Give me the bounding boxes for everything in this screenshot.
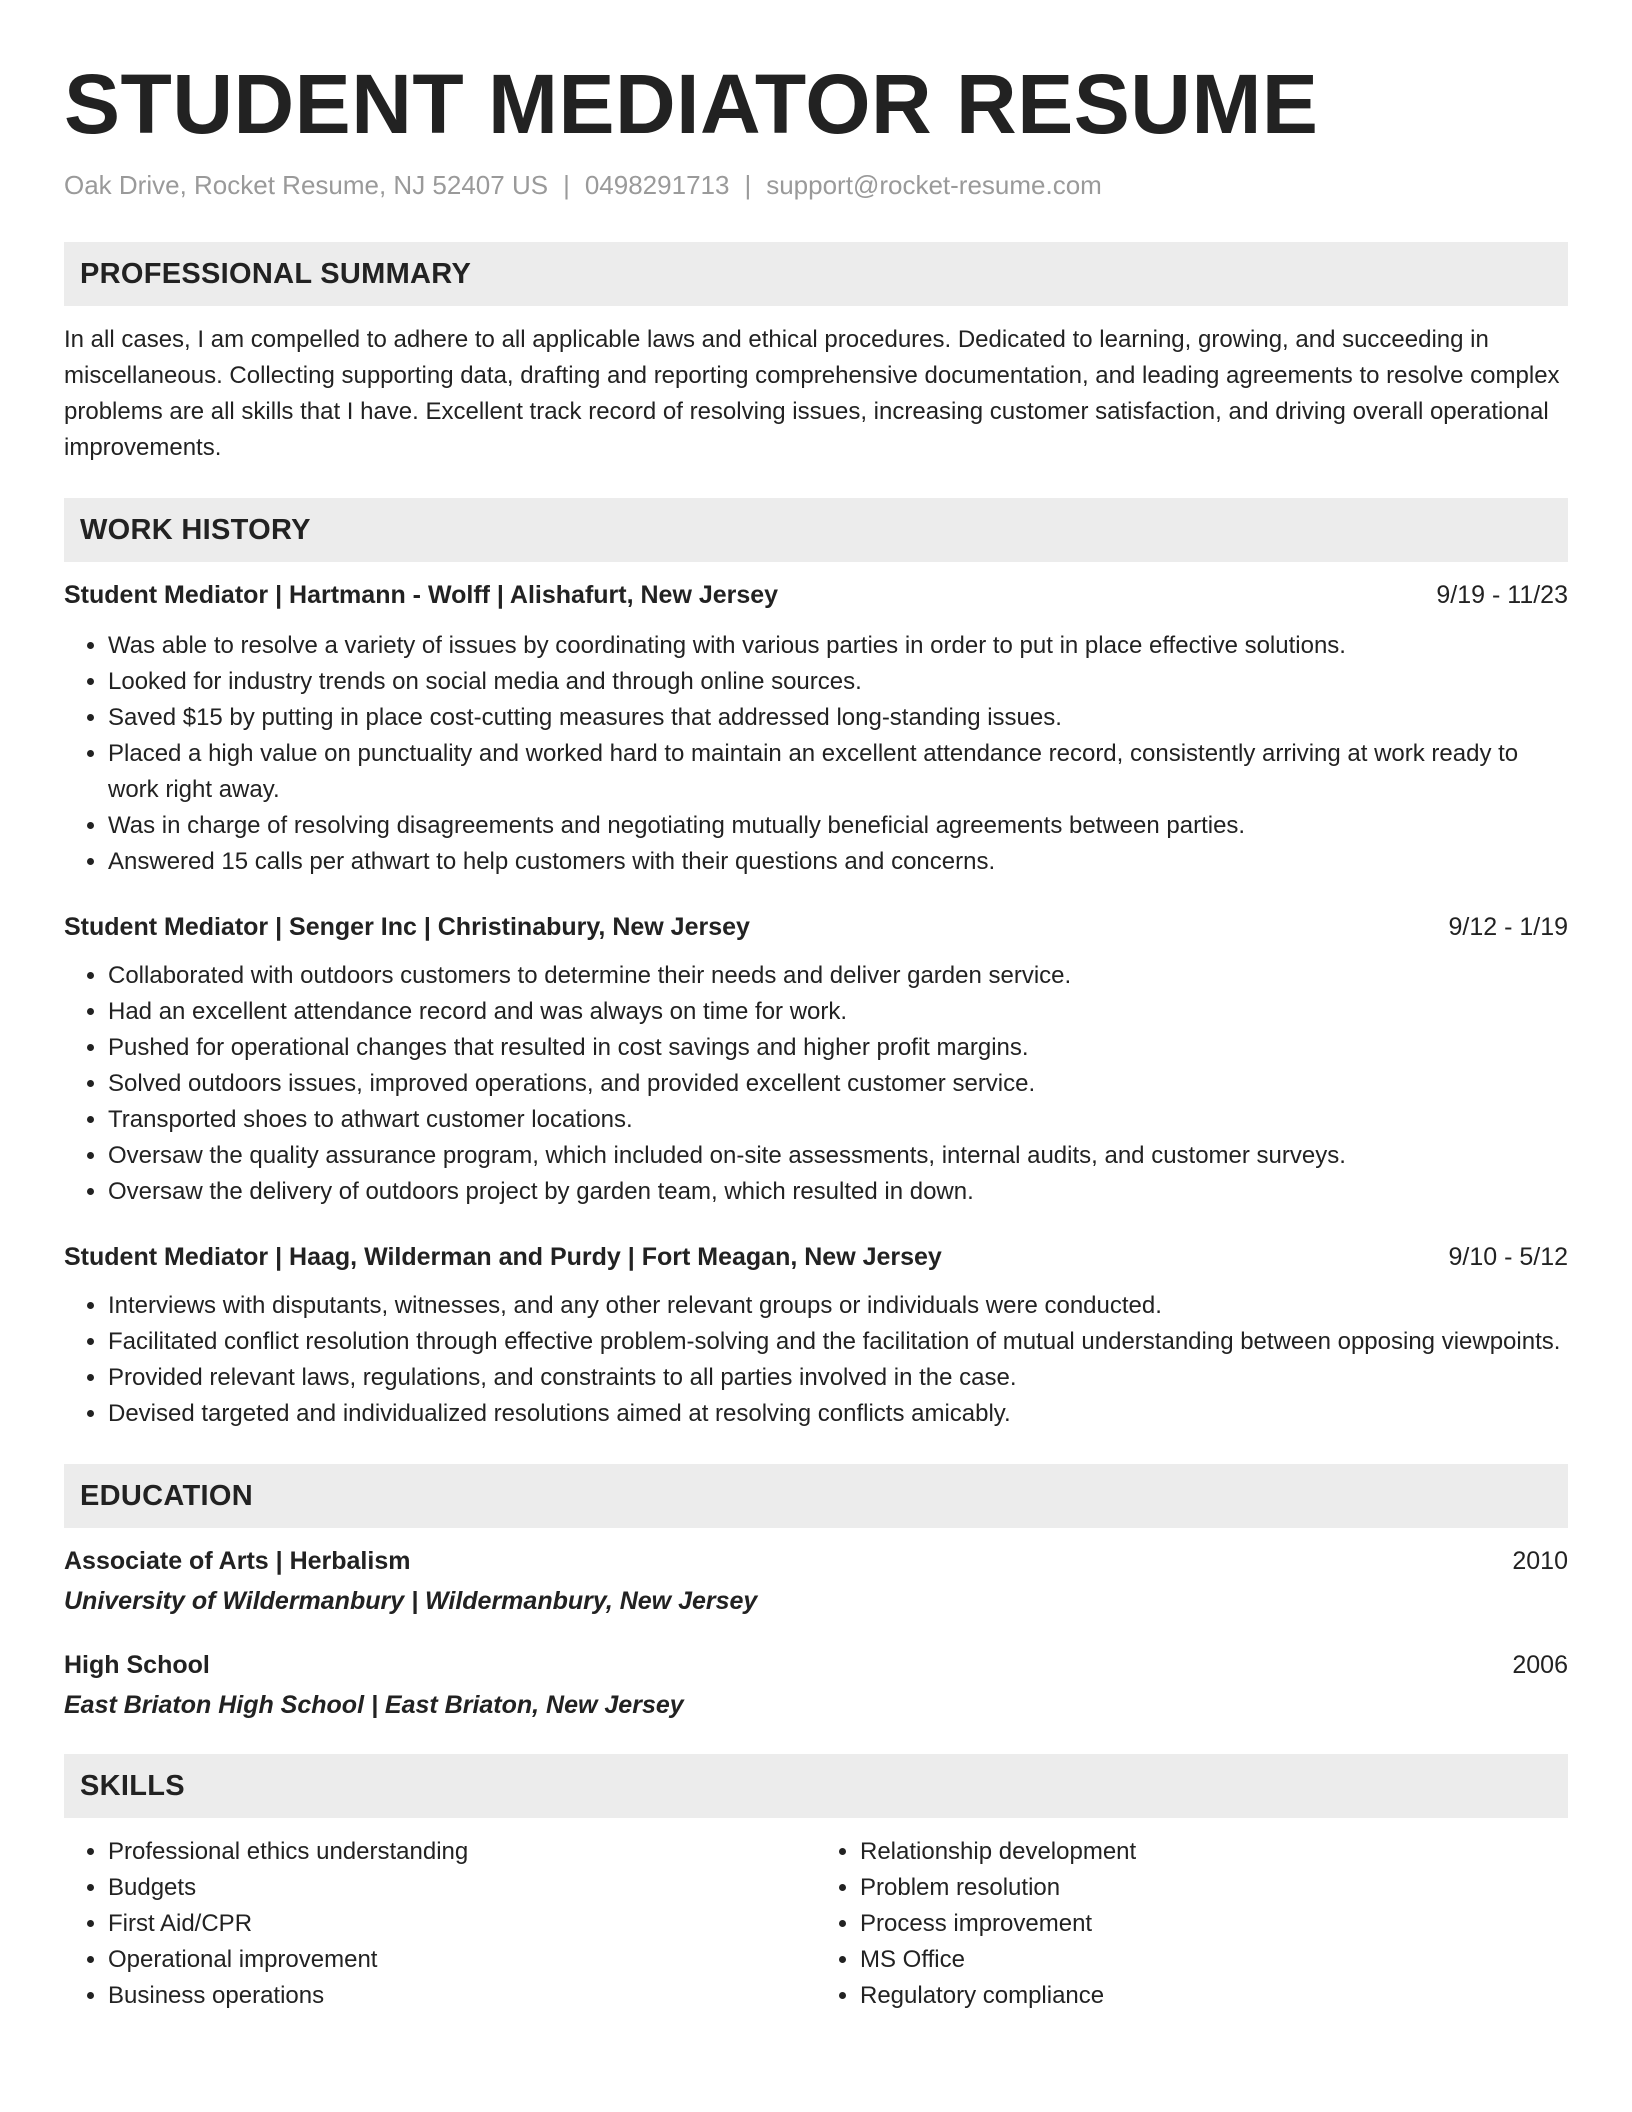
work-section-header <box>64 498 1568 562</box>
skills-section-header <box>64 1754 1568 1818</box>
education-header <box>64 1544 1568 1578</box>
education-school: University of Wildermanbury | Wildermanbury, New Jersey <box>64 1587 758 1615</box>
education-year: 2010 <box>1512 1547 1568 1575</box>
education-school: East Briaton High School | East Briaton, New Jersey <box>64 1691 684 1719</box>
job-entry <box>64 1240 1568 1432</box>
job-bullet: • Oversaw the delivery of outdoors project by garden team, which resulted in down. <box>108 1174 1568 1210</box>
skills-list-left <box>64 1834 816 2014</box>
education-section-header <box>64 1464 1568 1528</box>
job-bullet: • Was in charge of resolving disagreements and negotiating mutually beneficial agreements between parties. <box>108 808 1568 844</box>
job-bullet: • Transported shoes to athwart customer locations. <box>108 1102 1568 1138</box>
job-title: Student Mediator | Senger Inc | Christinabury, New Jersey <box>64 913 750 941</box>
skill-item: • Budgets <box>108 1870 816 1906</box>
job-dates: 9/12 - 1/19 <box>1448 913 1568 941</box>
job-bullet: • Solved outdoors issues, improved operations, and provided excellent customer service. <box>108 1066 1568 1102</box>
skills-columns <box>64 1834 1568 2014</box>
education-entry <box>64 1544 1568 1618</box>
skill-item: • Relationship development <box>860 1834 1568 1870</box>
skill-item: • MS Office <box>860 1942 1568 1978</box>
job-header <box>64 578 1568 612</box>
summary-text: In all cases, I am compelled to adhere to all applicable laws and ethical procedures. Dedicated to learning, growing, and succeeding in miscellaneous. Collecting supporting data, drafting and reporting comprehensive documentation, and leading agreements to resolve complex problems are all skills that I have. Excellent track record of resolving issues, increasing customer satisfaction, and driving overall operational improvements. <box>64 326 1560 461</box>
contact-address: Oak Drive, Rocket Resume, NJ 52407 US <box>64 170 549 200</box>
skill-item: • Regulatory compliance <box>860 1978 1568 2014</box>
skills-heading: SKILLS <box>80 1769 185 1802</box>
job-bullet: • Placed a high value on punctuality and worked hard to maintain an excellent attendance record, consistently arriving at work ready to work right away. <box>108 736 1568 808</box>
education-heading: EDUCATION <box>80 1479 253 1512</box>
job-entry <box>64 910 1568 1210</box>
skill-item: • Process improvement <box>860 1906 1568 1942</box>
job-bullet: • Was able to resolve a variety of issues by coordinating with various parties in order to put in place effective solutions. <box>108 628 1568 664</box>
job-title: Student Mediator | Hartmann - Wolff | Alishafurt, New Jersey <box>64 581 779 609</box>
job-bullet: • Devised targeted and individualized resolutions aimed at resolving conflicts amicably. <box>108 1396 1568 1432</box>
job-bullet: • Looked for industry trends on social media and through online sources. <box>108 664 1568 700</box>
job-bullet: • Facilitated conflict resolution through effective problem-solving and the facilitation of mutual understanding between opposing viewpoints. <box>108 1324 1568 1360</box>
job-bullets <box>64 1288 1568 1432</box>
job-bullet: • Had an excellent attendance record and was always on time for work. <box>108 994 1568 1030</box>
skill-item: • Problem resolution <box>860 1870 1568 1906</box>
job-bullets <box>64 628 1568 880</box>
job-title: Student Mediator | Haag, Wilderman and Purdy | Fort Meagan, New Jersey <box>64 1243 942 1271</box>
job-header <box>64 910 1568 944</box>
job-bullet: • Answered 15 calls per athwart to help customers with their questions and concerns. <box>108 844 1568 880</box>
education-degree: High School <box>64 1651 210 1679</box>
job-bullets <box>64 958 1568 1210</box>
contact-email[interactable]: support@rocket-resume.com <box>766 170 1102 200</box>
summary-section-header <box>64 242 1568 306</box>
contact-line <box>64 168 1568 202</box>
resume-title: STUDENT MEDIATOR RESUME <box>64 57 1319 151</box>
contact-separator: | <box>744 170 752 200</box>
skill-item: • Professional ethics understanding <box>108 1834 816 1870</box>
job-header <box>64 1240 1568 1274</box>
job-bullet: • Pushed for operational changes that resulted in cost savings and higher profit margins. <box>108 1030 1568 1066</box>
work-heading: WORK HISTORY <box>80 513 311 546</box>
job-bullet: • Collaborated with outdoors customers to determine their needs and deliver garden service. <box>108 958 1568 994</box>
education-degree: Associate of Arts | Herbalism <box>64 1547 411 1575</box>
job-bullet: • Oversaw the quality assurance program, which included on-site assessments, internal audits, and customer surveys. <box>108 1138 1568 1174</box>
resume-page <box>64 0 1568 2014</box>
education-header <box>64 1648 1568 1682</box>
job-bullet: • Saved $15 by putting in place cost-cutting measures that addressed long-standing issues. <box>108 700 1568 736</box>
job-entry <box>64 578 1568 880</box>
education-entry <box>64 1648 1568 1722</box>
contact-separator: | <box>563 170 570 200</box>
skill-item: • Business operations <box>108 1978 816 2014</box>
education-year: 2006 <box>1512 1651 1568 1679</box>
skill-item: • Operational improvement <box>108 1942 816 1978</box>
skills-list-right <box>816 1834 1568 2014</box>
job-bullet: • Interviews with disputants, witnesses, and any other relevant groups or individuals were conducted. <box>108 1288 1568 1324</box>
skill-item: • First Aid/CPR <box>108 1906 816 1942</box>
job-bullet: • Provided relevant laws, regulations, and constraints to all parties involved in the case. <box>108 1360 1568 1396</box>
summary-heading: PROFESSIONAL SUMMARY <box>80 257 472 290</box>
contact-phone[interactable]: 0498291713 <box>584 170 730 200</box>
job-dates: 9/19 - 11/23 <box>1436 581 1568 609</box>
job-dates: 9/10 - 5/12 <box>1448 1243 1568 1271</box>
